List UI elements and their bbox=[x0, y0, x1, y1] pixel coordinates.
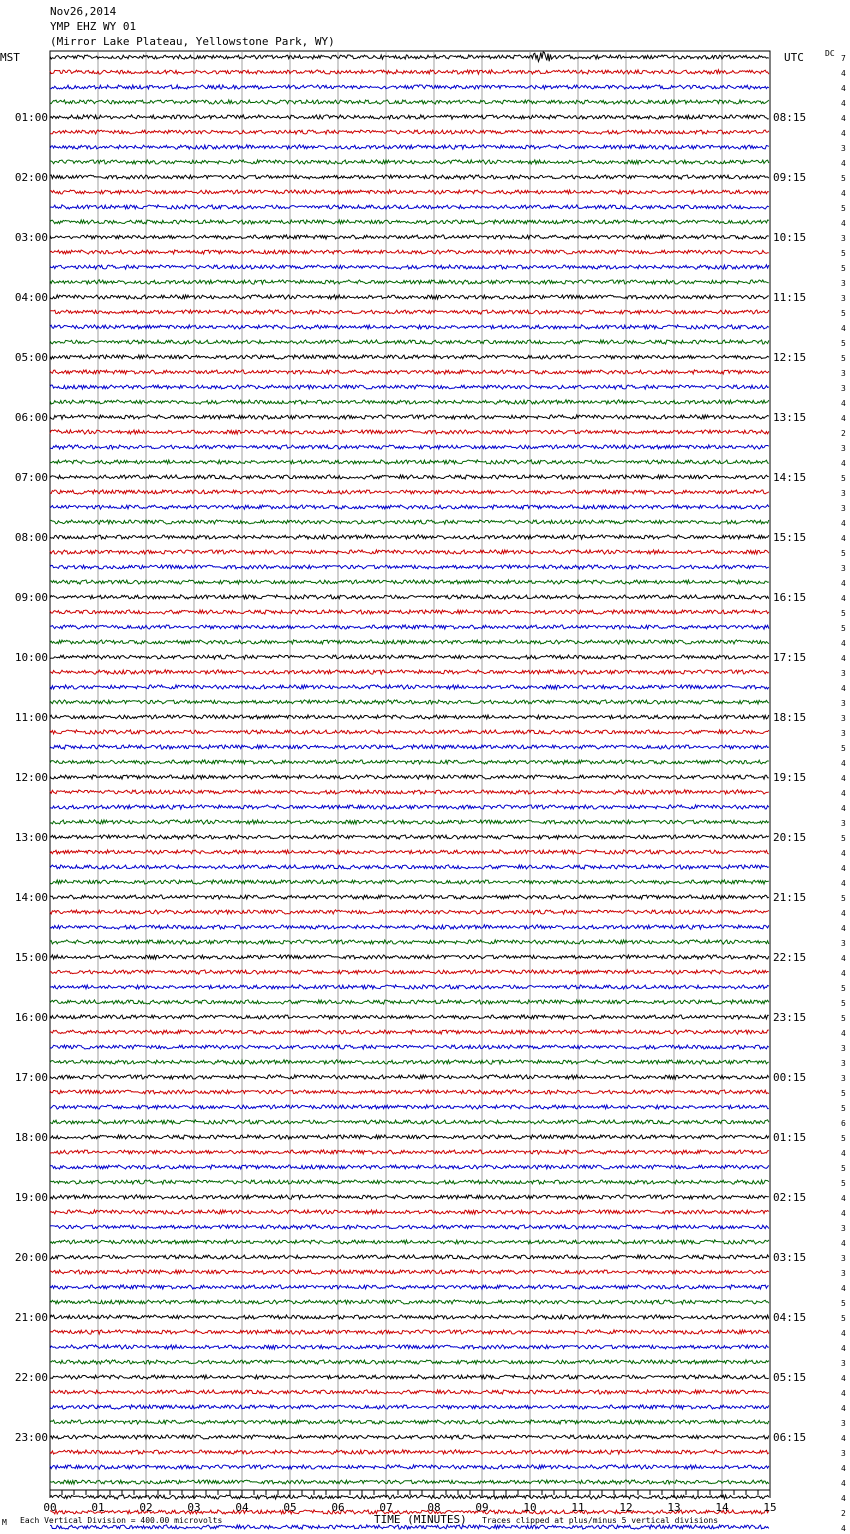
dc-offset-value: 4 bbox=[841, 1374, 846, 1383]
seismic-trace bbox=[50, 130, 769, 134]
seismic-trace bbox=[50, 1300, 769, 1304]
dc-offset-value: 3 bbox=[841, 279, 846, 288]
right-hour-label: 02:15 bbox=[773, 1191, 807, 1204]
x-tick-label: 09 bbox=[475, 1501, 489, 1514]
x-tick-label: 07 bbox=[379, 1501, 393, 1514]
dc-offset-value: 4 bbox=[841, 324, 846, 333]
dc-offset-value: 4 bbox=[841, 1239, 846, 1248]
dc-offset-value: 4 bbox=[841, 909, 846, 918]
seismic-trace bbox=[50, 1360, 769, 1364]
seismic-trace bbox=[50, 805, 769, 809]
left-hour-label: 15:00 bbox=[14, 951, 48, 964]
right-hour-label: 08:15 bbox=[773, 111, 807, 124]
right-hour-label: 01:15 bbox=[773, 1131, 807, 1144]
seismic-trace bbox=[50, 775, 769, 779]
seismic-trace bbox=[50, 250, 769, 254]
x-tick-label: 06 bbox=[331, 1501, 345, 1514]
right-hour-label: 13:15 bbox=[773, 411, 807, 424]
seismic-trace bbox=[50, 505, 769, 509]
dc-offset-value: 5 bbox=[841, 249, 846, 258]
dc-offset-value: 3 bbox=[841, 489, 846, 498]
dc-offset-value: 5 bbox=[841, 744, 846, 753]
dc-offset-value: 3 bbox=[841, 294, 846, 303]
x-tick-label: 04 bbox=[235, 1501, 249, 1514]
left-hour-label: 23:00 bbox=[14, 1431, 48, 1444]
seismic-trace bbox=[50, 1435, 769, 1439]
left-hour-label: 03:00 bbox=[14, 231, 48, 244]
dc-offset-value: 3 bbox=[841, 1044, 846, 1053]
seismic-trace bbox=[50, 85, 769, 89]
seismic-trace bbox=[50, 115, 769, 119]
dc-offset-value: 3 bbox=[841, 1419, 846, 1428]
dc-offset-value: 4 bbox=[841, 804, 846, 813]
seismic-trace bbox=[50, 700, 769, 704]
seismic-trace bbox=[50, 1225, 769, 1229]
right-hour-label: 11:15 bbox=[773, 291, 807, 304]
dc-offset-value: 4 bbox=[841, 519, 846, 528]
right-hour-label: 04:15 bbox=[773, 1311, 807, 1324]
dc-header-label: DC bbox=[825, 49, 835, 58]
dc-offset-value: 4 bbox=[841, 684, 846, 693]
dc-offset-value: 5 bbox=[841, 1104, 846, 1113]
dc-offset-value: 4 bbox=[841, 1494, 846, 1503]
dc-offset-value: 3 bbox=[841, 729, 846, 738]
seismic-trace bbox=[50, 745, 769, 749]
seismic-trace bbox=[50, 1060, 769, 1064]
dc-offset-value: 5 bbox=[841, 834, 846, 843]
seismic-trace bbox=[50, 535, 769, 539]
left-hour-label: 14:00 bbox=[14, 891, 48, 904]
seismic-trace bbox=[50, 1165, 769, 1169]
right-hour-label: 17:15 bbox=[773, 651, 807, 664]
dc-offset-value: 4 bbox=[841, 534, 846, 543]
x-tick-label: 00 bbox=[43, 1501, 57, 1514]
station-label: YMP EHZ WY 01 bbox=[50, 20, 137, 33]
dc-offset-value: 3 bbox=[841, 669, 846, 678]
dc-offset-value: 4 bbox=[841, 114, 846, 123]
seismic-trace bbox=[50, 1075, 769, 1079]
right-hour-label: 19:15 bbox=[773, 771, 807, 784]
x-tick-label: 01 bbox=[91, 1501, 105, 1514]
dc-offset-value: 3 bbox=[841, 699, 846, 708]
seismic-trace bbox=[50, 865, 769, 869]
x-tick-label: 12 bbox=[619, 1501, 633, 1514]
seismic-trace bbox=[50, 355, 769, 359]
seismic-trace bbox=[50, 385, 769, 389]
right-hour-label: 21:15 bbox=[773, 891, 807, 904]
right-hour-label: 00:15 bbox=[773, 1071, 807, 1084]
dc-offset-value: 4 bbox=[841, 129, 846, 138]
seismic-trace bbox=[50, 490, 769, 494]
location-label: (Mirror Lake Plateau, Yellowstone Park, WY) bbox=[50, 35, 335, 48]
seismic-trace bbox=[50, 160, 769, 164]
right-hour-label: 23:15 bbox=[773, 1011, 807, 1024]
dc-offset-value: 3 bbox=[841, 234, 846, 243]
seismic-trace bbox=[50, 1390, 769, 1394]
seismic-trace bbox=[50, 340, 769, 344]
seismic-trace bbox=[50, 835, 769, 839]
right-hour-label: 18:15 bbox=[773, 711, 807, 724]
seismic-trace bbox=[50, 190, 769, 194]
dc-offset-value: 3 bbox=[841, 819, 846, 828]
seismic-trace bbox=[50, 625, 769, 629]
seismic-trace bbox=[50, 760, 769, 764]
left-hour-label: 18:00 bbox=[14, 1131, 48, 1144]
dc-offset-value: 4 bbox=[841, 84, 846, 93]
seismic-trace bbox=[50, 1420, 769, 1424]
left-hour-label: 11:00 bbox=[14, 711, 48, 724]
seismic-trace bbox=[50, 1450, 769, 1454]
left-hour-label: 16:00 bbox=[14, 1011, 48, 1024]
dc-offset-value: 4 bbox=[841, 954, 846, 963]
seismic-trace bbox=[50, 550, 769, 554]
seismic-trace bbox=[50, 400, 769, 404]
x-tick-label: 14 bbox=[715, 1501, 729, 1514]
seismic-trace bbox=[50, 790, 769, 794]
left-hour-label: 12:00 bbox=[14, 771, 48, 784]
dc-offset-value: 4 bbox=[841, 399, 846, 408]
dc-offset-value: 3 bbox=[841, 444, 846, 453]
seismic-trace bbox=[50, 910, 769, 914]
dc-offset-value: 5 bbox=[841, 1014, 846, 1023]
dc-offset-value: 5 bbox=[841, 264, 846, 273]
seismic-trace bbox=[50, 1240, 769, 1244]
seismic-trace bbox=[50, 520, 769, 524]
dc-offset-value: 2 bbox=[841, 429, 846, 438]
left-timezone-label: MST bbox=[0, 51, 20, 64]
right-hour-label: 15:15 bbox=[773, 531, 807, 544]
dc-offset-value: 4 bbox=[841, 1479, 846, 1488]
dc-offset-value: 5 bbox=[841, 1314, 846, 1323]
seismic-trace bbox=[50, 175, 769, 179]
dc-offset-value: 3 bbox=[841, 1059, 846, 1068]
seismic-trace bbox=[50, 880, 769, 884]
x-tick-label: 05 bbox=[283, 1501, 297, 1514]
dc-offset-value: 4 bbox=[841, 969, 846, 978]
corner-mark: M bbox=[2, 1518, 7, 1527]
right-hour-label: 09:15 bbox=[773, 171, 807, 184]
seismic-trace bbox=[50, 445, 769, 449]
dc-offset-value: 5 bbox=[841, 339, 846, 348]
seismic-trace bbox=[50, 985, 769, 989]
dc-offset-value: 5 bbox=[841, 999, 846, 1008]
dc-offset-value: 4 bbox=[841, 789, 846, 798]
dc-offset-value: 4 bbox=[841, 219, 846, 228]
seismic-trace bbox=[50, 925, 769, 929]
seismic-trace bbox=[50, 1480, 769, 1484]
seismic-trace bbox=[50, 1105, 769, 1109]
right-hour-label: 03:15 bbox=[773, 1251, 807, 1264]
left-hour-label: 01:00 bbox=[14, 111, 48, 124]
dc-offset-value: 4 bbox=[841, 1344, 846, 1353]
dc-offset-value: 5 bbox=[841, 204, 846, 213]
left-hour-label: 20:00 bbox=[14, 1251, 48, 1264]
seismic-trace bbox=[50, 1150, 769, 1154]
dc-offset-value: 4 bbox=[841, 864, 846, 873]
seismic-trace bbox=[50, 1135, 769, 1139]
dc-offset-value: 4 bbox=[841, 159, 846, 168]
dc-offset-value: 4 bbox=[841, 849, 846, 858]
seismic-trace bbox=[50, 730, 769, 734]
dc-offset-value: 3 bbox=[841, 1449, 846, 1458]
dc-offset-value: 3 bbox=[841, 714, 846, 723]
seismic-trace bbox=[50, 1015, 769, 1019]
date-label: Nov26,2014 bbox=[50, 5, 117, 18]
seismic-trace bbox=[50, 640, 769, 644]
seismic-trace bbox=[50, 895, 769, 899]
seismic-trace bbox=[50, 1285, 769, 1289]
dc-offset-value: 5 bbox=[841, 624, 846, 633]
dc-offset-value: 4 bbox=[841, 1029, 846, 1038]
seismic-trace bbox=[50, 850, 769, 854]
right-hour-label: 06:15 bbox=[773, 1431, 807, 1444]
seismic-trace bbox=[50, 685, 769, 689]
seismic-trace bbox=[50, 1120, 769, 1124]
dc-offset-value: 4 bbox=[841, 69, 846, 78]
dc-offset-value: 4 bbox=[841, 1284, 846, 1293]
left-hour-label: 06:00 bbox=[14, 411, 48, 424]
left-hour-label: 09:00 bbox=[14, 591, 48, 604]
dc-offset-value: 5 bbox=[841, 1179, 846, 1188]
seismic-trace bbox=[50, 430, 769, 434]
dc-offset-value: 3 bbox=[841, 1359, 846, 1368]
dc-offset-value: 3 bbox=[841, 939, 846, 948]
dc-offset-value: 4 bbox=[841, 924, 846, 933]
seismic-trace bbox=[50, 655, 769, 659]
seismic-trace bbox=[50, 295, 769, 299]
scale-note: Each Vertical Division = 400.00 microvolts bbox=[20, 1516, 223, 1525]
dc-offset-value: 3 bbox=[841, 144, 846, 153]
dc-offset-value: 5 bbox=[841, 894, 846, 903]
seismic-trace bbox=[50, 325, 769, 329]
dc-offset-value: 5 bbox=[841, 309, 846, 318]
right-hour-label: 16:15 bbox=[773, 591, 807, 604]
left-hour-label: 07:00 bbox=[14, 471, 48, 484]
seismic-trace bbox=[50, 1090, 769, 1094]
seismic-trace bbox=[50, 1465, 769, 1469]
dc-offset-value: 5 bbox=[841, 354, 846, 363]
dc-offset-value: 4 bbox=[841, 189, 846, 198]
dc-offset-value: 4 bbox=[841, 414, 846, 423]
dc-offset-value: 5 bbox=[841, 474, 846, 483]
left-hour-label: 21:00 bbox=[14, 1311, 48, 1324]
right-hour-label: 05:15 bbox=[773, 1371, 807, 1384]
seismic-trace bbox=[50, 310, 769, 314]
left-hour-label: 17:00 bbox=[14, 1071, 48, 1084]
seismic-trace bbox=[50, 415, 769, 419]
left-hour-label: 19:00 bbox=[14, 1191, 48, 1204]
x-tick-label: 02 bbox=[139, 1501, 153, 1514]
seismic-trace bbox=[50, 1000, 769, 1004]
dc-offset-value: 4 bbox=[841, 1149, 846, 1158]
seismic-trace bbox=[50, 235, 769, 239]
dc-offset-value: 3 bbox=[841, 564, 846, 573]
dc-offset-value: 4 bbox=[841, 1464, 846, 1473]
dc-offset-value: 4 bbox=[841, 1404, 846, 1413]
left-hour-label: 02:00 bbox=[14, 171, 48, 184]
seismic-trace bbox=[50, 100, 769, 104]
right-timezone-label: UTC bbox=[784, 51, 804, 64]
x-tick-label: 15 bbox=[763, 1501, 777, 1514]
dc-offset-value: 5 bbox=[841, 609, 846, 618]
seismic-trace bbox=[50, 595, 769, 599]
left-hour-label: 04:00 bbox=[14, 291, 48, 304]
seismic-trace bbox=[50, 1405, 769, 1409]
dc-offset-value: 5 bbox=[841, 1299, 846, 1308]
dc-offset-value: 4 bbox=[841, 1194, 846, 1203]
dc-offset-value: 7 bbox=[841, 54, 846, 63]
right-hour-label: 12:15 bbox=[773, 351, 807, 364]
seismic-trace bbox=[50, 145, 769, 149]
x-tick-label: 03 bbox=[187, 1501, 201, 1514]
seismic-trace bbox=[50, 205, 769, 209]
seismic-trace bbox=[50, 460, 769, 464]
seismic-trace bbox=[50, 1375, 769, 1379]
dc-offset-value: 5 bbox=[841, 1134, 846, 1143]
seismic-trace bbox=[50, 1330, 769, 1334]
left-hour-label: 13:00 bbox=[14, 831, 48, 844]
dc-offset-value: 4 bbox=[841, 759, 846, 768]
seismic-trace bbox=[50, 565, 769, 569]
dc-offset-value: 4 bbox=[841, 774, 846, 783]
seismic-trace bbox=[50, 1495, 769, 1499]
seismic-trace bbox=[50, 1195, 769, 1199]
seismic-trace bbox=[50, 1045, 769, 1049]
dc-offset-value: 3 bbox=[841, 384, 846, 393]
dc-offset-value: 3 bbox=[841, 1269, 846, 1278]
dc-offset-value: 4 bbox=[841, 654, 846, 663]
left-hour-label: 08:00 bbox=[14, 531, 48, 544]
dc-offset-value: 4 bbox=[841, 1209, 846, 1218]
dc-offset-value: 3 bbox=[841, 504, 846, 513]
seismic-trace bbox=[50, 370, 769, 374]
seismic-trace bbox=[50, 955, 769, 959]
dc-offset-value: 5 bbox=[841, 984, 846, 993]
x-tick-label: 13 bbox=[667, 1501, 681, 1514]
dc-offset-value: 3 bbox=[841, 1074, 846, 1083]
dc-offset-value: 4 bbox=[841, 99, 846, 108]
left-hour-label: 22:00 bbox=[14, 1371, 48, 1384]
x-axis-title: TIME (MINUTES) bbox=[374, 1513, 467, 1526]
seismic-trace bbox=[50, 610, 769, 614]
dc-offset-value: 4 bbox=[841, 594, 846, 603]
dc-offset-value: 4 bbox=[841, 639, 846, 648]
dc-offset-value: 5 bbox=[841, 549, 846, 558]
seismic-trace bbox=[50, 940, 769, 944]
seismic-trace bbox=[50, 70, 769, 74]
dc-offset-value: 3 bbox=[841, 1224, 846, 1233]
seismic-trace bbox=[50, 280, 769, 284]
dc-offset-value: 4 bbox=[841, 1329, 846, 1338]
dc-offset-value: 6 bbox=[841, 1119, 846, 1128]
dc-offset-value: 4 bbox=[841, 1434, 846, 1443]
right-hour-label: 10:15 bbox=[773, 231, 807, 244]
left-hour-label: 10:00 bbox=[14, 651, 48, 664]
dc-offset-value: 3 bbox=[841, 1254, 846, 1263]
seismic-trace bbox=[50, 580, 769, 584]
seismic-trace bbox=[50, 1315, 769, 1319]
right-hour-label: 14:15 bbox=[773, 471, 807, 484]
dc-offset-value: 4 bbox=[841, 1389, 846, 1398]
clip-note: Traces clipped at plus/minus 5 vertical divisions bbox=[482, 1516, 719, 1525]
x-tick-label: 08 bbox=[427, 1501, 441, 1514]
dc-offset-value: 4 bbox=[841, 579, 846, 588]
dc-offset-value: 5 bbox=[841, 1164, 846, 1173]
seismic-trace bbox=[50, 1180, 769, 1184]
left-hour-label: 05:00 bbox=[14, 351, 48, 364]
seismic-trace bbox=[50, 265, 769, 269]
x-tick-label: 10 bbox=[523, 1501, 537, 1514]
seismic-trace bbox=[50, 52, 769, 62]
right-hour-label: 20:15 bbox=[773, 831, 807, 844]
x-tick-label: 11 bbox=[571, 1501, 585, 1514]
seismic-trace bbox=[50, 820, 769, 824]
seismic-trace bbox=[50, 220, 769, 224]
seismic-trace bbox=[50, 1345, 769, 1349]
seismic-trace bbox=[50, 1270, 769, 1274]
dc-offset-value: 4 bbox=[841, 1524, 846, 1533]
seismic-trace bbox=[50, 970, 769, 974]
dc-offset-value: 4 bbox=[841, 459, 846, 468]
seismic-trace bbox=[50, 1210, 769, 1214]
dc-offset-value: 4 bbox=[841, 879, 846, 888]
right-hour-label: 22:15 bbox=[773, 951, 807, 964]
seismic-trace bbox=[50, 1255, 769, 1259]
seismic-trace bbox=[50, 475, 769, 479]
dc-offset-value: 3 bbox=[841, 369, 846, 378]
seismic-trace bbox=[50, 1030, 769, 1034]
dc-offset-value: 5 bbox=[841, 1089, 846, 1098]
seismic-trace bbox=[50, 715, 769, 719]
dc-offset-value: 5 bbox=[841, 174, 846, 183]
dc-offset-value: 2 bbox=[841, 1509, 846, 1518]
seismic-trace bbox=[50, 670, 769, 674]
